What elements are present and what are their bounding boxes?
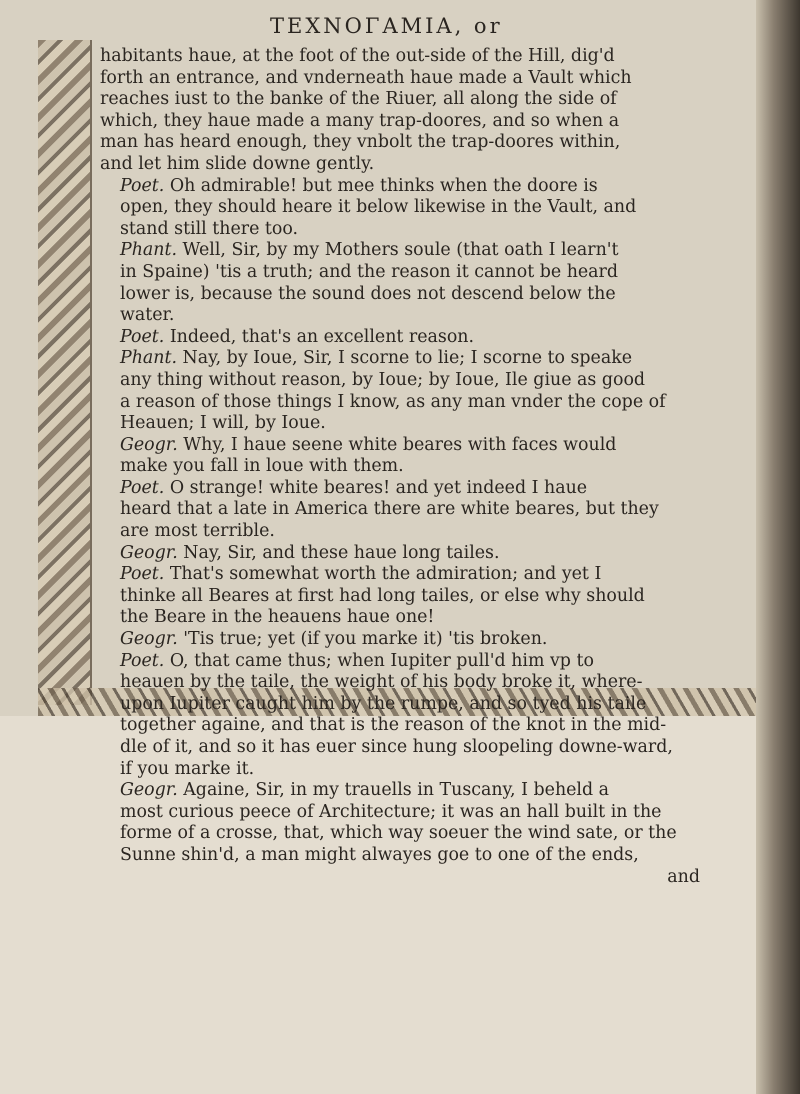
text-line: Sunne shin'd, a man might alwayes goe to one of the ends, [120, 844, 639, 865]
line-text: Indeed, that's an excellent reason. [169, 326, 475, 347]
speech-paragraph [100, 564, 700, 629]
text-line: stand still there too. [120, 218, 299, 239]
line-text: O, that came thus; when Iupiter pull'd him vp to [169, 650, 594, 671]
text-line: heauen by the taile, the weight of his body broke it, where- [120, 672, 643, 693]
speech-paragraph [100, 478, 700, 543]
text-line [100, 240, 700, 262]
speech-paragraph [100, 543, 700, 565]
text-line: heard that a late in America there are white beares, but they [120, 499, 659, 520]
text-line: the Beare in the heauens haue one! [120, 607, 435, 628]
text-line: Heauen; I will, by Ioue. [120, 413, 326, 434]
speech-paragraph [100, 327, 700, 349]
text-line [100, 629, 700, 651]
text-line [100, 564, 700, 586]
speaker-name: Poet. [120, 564, 165, 585]
line-text: That's somewhat worth the admiration; and yet I [169, 564, 602, 585]
text-line: together againe, and that is the reason of the knot in the mid- [120, 715, 667, 736]
running-head: TEXNOΓAMIA, or [270, 14, 503, 38]
speech-paragraph [100, 348, 700, 434]
line-text: Oh admirable! but mee thinks when the doore is [169, 175, 598, 196]
line-text: Why, I haue seene white beares with faces would [183, 434, 617, 455]
text-line: water. [120, 305, 175, 326]
text-line: forme of a crosse, that, which way soeuer the wind sate, or the [120, 823, 677, 844]
opening-paragraph [100, 46, 700, 176]
text-line: are most terrible. [120, 521, 275, 542]
text-line [100, 435, 700, 457]
line-text: Againe, Sir, in my trauells in Tuscany, I beheld a [183, 780, 610, 801]
line-text: O strange! white beares! and yet indeed I haue [169, 477, 588, 498]
text-line: man has heard enough, they vnbolt the trap-doores within, [100, 132, 621, 153]
speaker-name: Geogr. [120, 434, 178, 455]
text-line [100, 348, 700, 370]
speaker-name: Geogr. [120, 780, 178, 801]
text-line [100, 543, 700, 565]
text-line [100, 651, 700, 673]
text-line: any thing without reason, by Ioue; by Ioue, Ile giue as good [120, 369, 646, 390]
speech-paragraph [100, 629, 700, 651]
speaker-name: Poet. [120, 175, 165, 196]
text-line [100, 478, 700, 500]
speech-paragraph [100, 780, 700, 866]
text-line: make you fall in loue with them. [120, 456, 404, 477]
text-line [100, 327, 700, 349]
speaker-name: Phant. [120, 348, 177, 369]
speaker-name: Poet. [120, 477, 165, 498]
text-line: a reason of those things I know, as any man vnder the cope of [120, 391, 666, 412]
speaker-name: Poet. [120, 650, 165, 671]
text-line: forth an entrance, and vnderneath haue made a Vault which [100, 67, 632, 88]
text-line: thinke all Beares at first had long tailes, or else why should [120, 585, 645, 606]
text-line: upon Iupiter caught him by the rumpe, and so tyed his taile [120, 693, 647, 714]
text-line: dle of it, and so it has euer since hung sloopeling downe-ward, [120, 737, 673, 757]
text-line: if you marke it. [120, 758, 255, 779]
decorative-border-left [38, 40, 92, 705]
speaker-name: Poet. [120, 326, 165, 347]
speech-paragraph [100, 240, 700, 326]
text-line: reaches iust to the banke of the Riuer, all along the side of [100, 89, 617, 110]
speaker-name: Geogr. [120, 629, 178, 650]
line-text: Nay, Sir, and these haue long tailes. [183, 542, 500, 563]
line-text: 'Tis true; yet (if you marke it) 'tis broken. [183, 629, 548, 650]
text-line: most curious peece of Architecture; it was an hall built in the [120, 801, 662, 822]
line-text: Well, Sir, by my Mothers soule (that oath I learn't [182, 240, 619, 261]
speech-paragraph [100, 435, 700, 478]
text-line: habitants haue, at the foot of the out-side of the Hill, dig'd [100, 46, 615, 66]
catchword: and [667, 866, 700, 887]
body-text [100, 46, 700, 888]
text-line: open, they should heare it below likewise in the Vault, and [120, 197, 637, 218]
book-gutter [756, 0, 800, 1094]
text-line [100, 176, 700, 198]
speech-paragraph [100, 651, 700, 781]
speaker-name: Geogr. [120, 542, 178, 563]
speaker-name: Phant. [120, 240, 177, 261]
speech-paragraph [100, 176, 700, 241]
text-line [100, 780, 700, 802]
text-line: which, they haue made a many trap-doores, and so when a [100, 110, 620, 131]
text-line: in Spaine) 'tis a truth; and the reason it cannot be heard [120, 261, 618, 282]
text-line: and let him slide downe gently. [100, 153, 375, 174]
text-line: lower is, because the sound does not descend below the [120, 283, 616, 304]
line-text: Nay, by Ioue, Sir, I scorne to lie; I scorne to speake [182, 348, 633, 369]
